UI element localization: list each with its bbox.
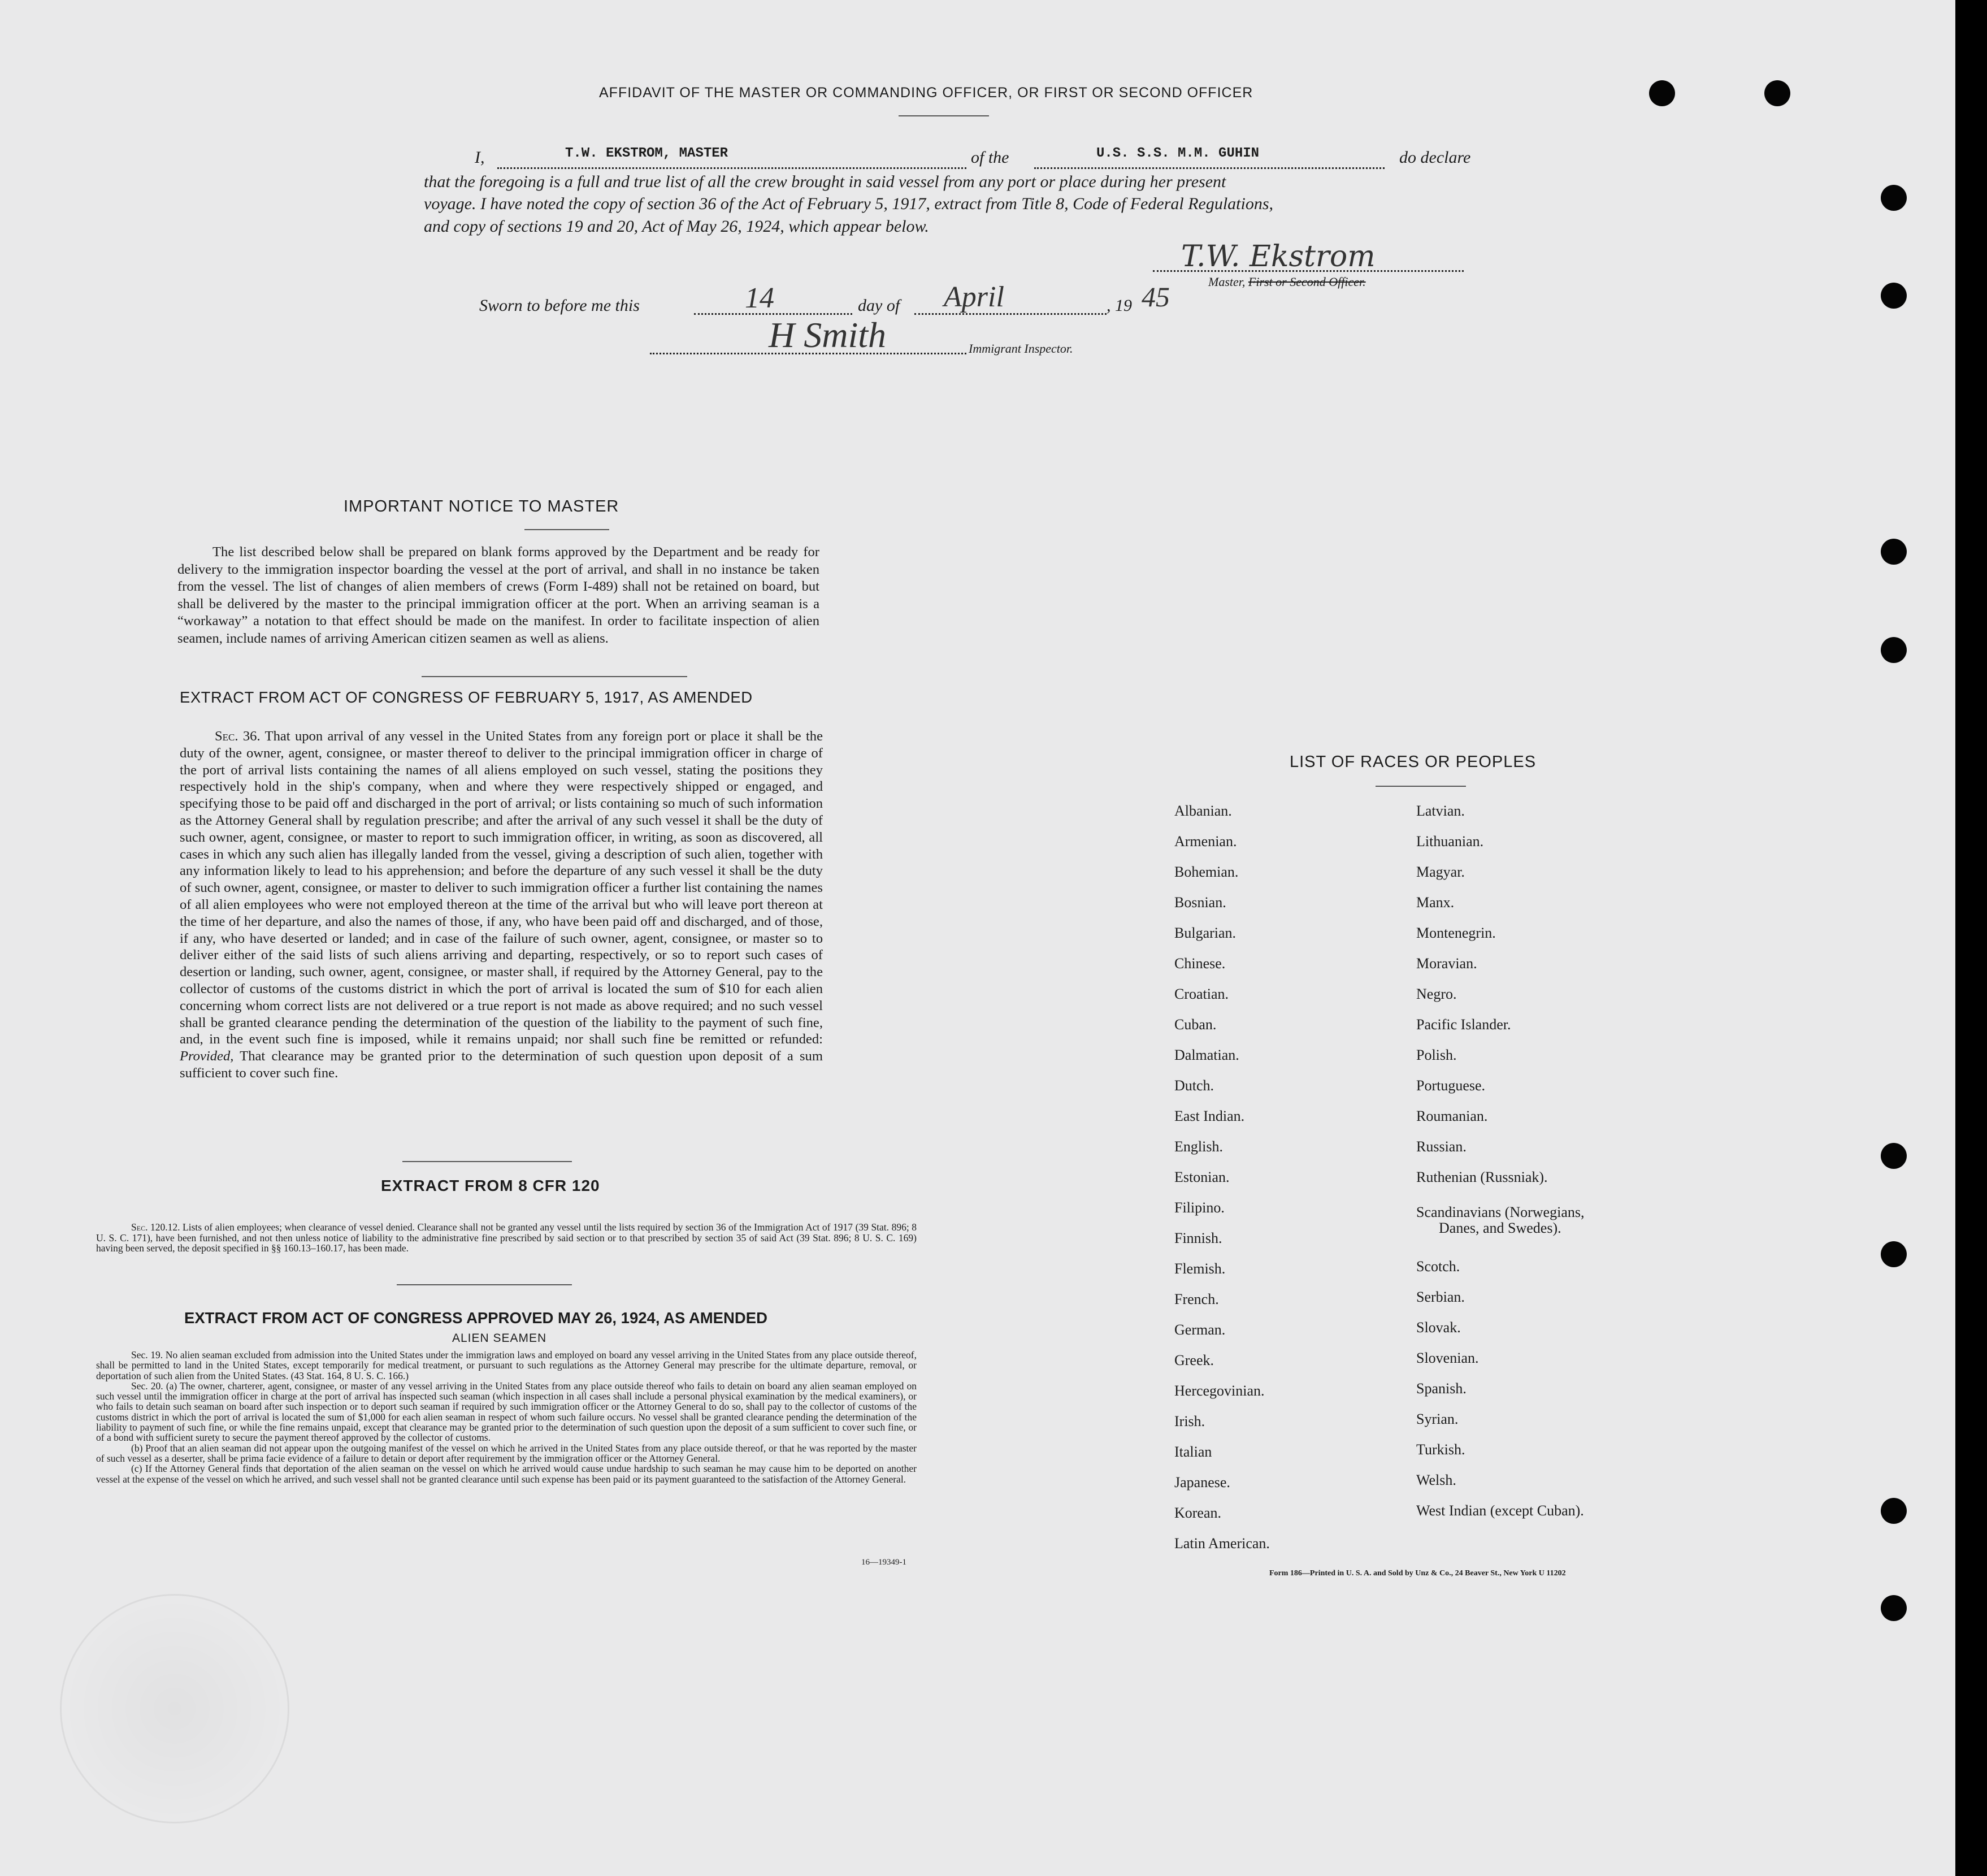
race-item: Polish. — [1416, 1047, 1457, 1063]
cfr-text: Lists of alien employees; when clearance of vessel denied. Clearance shall not be granted any vessel until the lists required by section 36 of the Immigration Act of 1917 (39 Stat. 896; 8 U. S. C. 171), have been furnished, and not then unless notice of liability to the administrative fine prescribed by said section or to that prescribed by section 35 of said Act (39 Stat. 896; 8 U. S. C. 169) having been served, the deposit specified in §§ 160.13–160.17, has been made. — [96, 1221, 917, 1254]
race-item: Estonian. — [1174, 1169, 1230, 1185]
race-item: Slovak. — [1416, 1319, 1461, 1336]
inspector-signature: H Smith — [769, 315, 886, 355]
race-item: Latvian. — [1416, 803, 1465, 819]
day-value: 14 — [745, 282, 774, 314]
race-item: Moravian. — [1416, 955, 1477, 972]
race-item: Irish. — [1174, 1413, 1205, 1429]
extract-1917-title: EXTRACT FROM ACT OF CONGRESS OF FEBRUARY 5, 1917, AS AMENDED — [180, 688, 753, 706]
extract-1924-title: EXTRACT FROM ACT OF CONGRESS APPROVED MAY 26, 1924, AS AMENDED — [184, 1309, 767, 1327]
extract-1917-body — [180, 728, 823, 1082]
section-20c-paragraph: (c) If the Attorney General finds that deportation of the alien seaman on the vessel on which he arrived would cause undue hardship to such seaman he may cause him to be deported on another vessel at the expense of the vessel on which he arrived, and such vessel shall not be granted clearance until such expense has been paid or its payment guaranteed to the satisfaction of the Attorney General. — [96, 1463, 917, 1485]
section-20b-paragraph: (b) Proof that an alien seaman did not appear upon the outgoing manifest of the vessel on which he arrived in the United States from any place outside thereof, or that he was reported by the master of such vessel as a deserter, shall be prima facie evidence of a failure to detain or deport after requirement by the immigration officer or the Attorney General. — [96, 1442, 917, 1464]
year-prefix: , 19 — [1107, 296, 1132, 315]
i-label: I, — [475, 148, 485, 167]
race-item: French. — [1174, 1291, 1219, 1307]
race-item: Finnish. — [1174, 1230, 1222, 1246]
race-item: Bulgarian. — [1174, 925, 1237, 941]
race-item: Slovenian. — [1416, 1350, 1479, 1366]
affidavit-title: AFFIDAVIT OF THE MASTER OR COMMANDING OFFICER, OR FIRST OR SECOND OFFICER — [599, 85, 1253, 101]
race-item: Roumanian. — [1416, 1108, 1488, 1124]
race-item: Dalmatian. — [1174, 1047, 1239, 1063]
affidavit-line-4: and copy of sections 19 and 20, Act of May 26, 1924, which appear below. — [424, 217, 929, 236]
affidavit-line-2: that the foregoing is a full and true list of all the crew brought in said vessel from any port or place during her present — [424, 172, 1226, 191]
month-field — [914, 313, 1107, 315]
race-item: Magyar. — [1416, 864, 1465, 880]
race-item: Montenegrin. — [1416, 925, 1496, 941]
section-36-label: Sec. 36. — [215, 729, 261, 744]
race-item: Manx. — [1416, 894, 1455, 911]
form-print-line: Form 186—Printed in U. S. A. and Sold by Unz & Co., 24 Beaver St., New York U 11202 — [1269, 1569, 1566, 1578]
vessel-value: U.S. S.S. M.M. GUHIN — [1096, 146, 1260, 161]
section-36-text: That upon arrival of any vessel in the United States from any foreign port or place it shall be the duty of the owner, agent, consignee, or master thereof to deliver to the principal immigration officer in charge of the port of arrival lists containing the names of all aliens employed on such vessel, stating the positions they respectively hold in the ship's company, when and where they were respectively shipped or engaged, and specifying those to be paid off and discharged in the port of arrival; or lists containing so much of such information as the Attorney General shall by regulation prescribe; and after the arrival of any such vessel it shall be the duty of such owner, agent, consignee, or master to report to such immigration officer, in writing, as soon as discovered, all cases in which any such alien has illegally landed from the vessel, giving a description of such alien, together with any information likely to lead to his apprehension; and before the departure of any such vessel it shall be the duty of such owner, agent, consignee, or master to deliver to such immigration officer a further list containing the names of all alien employees who were not employed thereon at the time of the arrival but who will leave port thereon at the time of her departure, and also the names of those, if any, who have been paid off and discharged, and of those, if any, who have deserted or landed; and in case of the failure of such owner, agent, consignee, or master so to deliver either of the said lists of such aliens arriving and departing, respectively, or so to report such cases of desertion or landing, such owner, agent, consignee, or master shall, if required by the Attorney General, pay to the collector of customs of the customs district in which the port of arrival is located the sum of $10 for each alien concerning whom correct lists are not delivered or a true report is not made as above required; and no such vessel shall be granted clearance pending the determination of the question of the liability to the payment of such fine, and, in the event such fine is imposed, while it remains unpaid; nor shall such fine be remitted or refunded: — [180, 729, 823, 1047]
cfr-title: EXTRACT FROM 8 CFR 120 — [381, 1177, 600, 1194]
race-item: English. — [1174, 1138, 1223, 1155]
alien-seamen-subtitle: ALIEN SEAMEN — [452, 1332, 547, 1345]
race-item: Portuguese. — [1416, 1077, 1486, 1094]
race-item: Welsh. — [1416, 1472, 1456, 1488]
race-item: Bosnian. — [1174, 894, 1226, 911]
divider — [397, 1284, 572, 1285]
do-declare-label: do declare — [1399, 148, 1471, 167]
race-item: Negro. — [1416, 986, 1457, 1002]
race-item: Ruthenian (Russniak). — [1416, 1169, 1548, 1185]
race-item: Turkish. — [1416, 1441, 1465, 1458]
divider — [899, 115, 989, 116]
embossed-seal — [60, 1594, 289, 1823]
master-signature: T.W. Ekstrom — [1181, 240, 1376, 274]
affidavit-line-1 — [475, 148, 1492, 167]
extract-1924-body — [96, 1350, 917, 1484]
race-item: Italian — [1174, 1444, 1212, 1460]
of-the-label: of the — [971, 148, 1009, 167]
section-20a-paragraph: Sec. 20. (a) The owner, charterer, agent, consignee, or master of any vessel arriving in the United States from any place outside thereof who fails to detain on board any alien seaman employed on such vessel until the immigration officer in charge at the port of arrival has inspected such seaman (which inspection in all cases shall include a personal physical examination by the medical examiners), or who fails to detain such seaman on board after such inspection or to deport such seaman if required by such immigration officer or the Attorney General to do so, shall pay to the collector of customs of the customs district in which the port of arrival is located the sum of $1,000 for each alien seaman in respect of whom such failure occurs. No vessel shall be granted clearance pending the determination of the liability to payment of such fine, or while the fine remains unpaid, except that clearance may be granted prior to the determination of such question upon the deposit of a sum sufficient to cover such fine, or of a bond with sufficient surety to secure the payment thereof approved by the collector of customs. — [96, 1380, 917, 1444]
race-item: Lithuanian. — [1416, 833, 1484, 850]
race-item: Spanish. — [1416, 1380, 1467, 1397]
race-item: Korean. — [1174, 1505, 1222, 1521]
race-item: Croatian. — [1174, 986, 1229, 1002]
race-item: Pacific Islander. — [1416, 1016, 1511, 1033]
officer-label — [1208, 275, 1366, 289]
race-item: Dutch. — [1174, 1077, 1214, 1094]
race-item: Danes, and Swedes). — [1439, 1220, 1561, 1236]
sworn-label: Sworn to before me this — [479, 296, 640, 315]
race-item: Filipino. — [1174, 1199, 1225, 1216]
divider — [402, 1161, 572, 1162]
extract-1924-code: 16—19349-1 — [861, 1558, 906, 1567]
punch-hole — [1881, 1143, 1907, 1169]
punch-hole — [1881, 283, 1907, 309]
section-19-paragraph: Sec. 19. No alien seaman excluded from admission into the United States under the immigration laws and employed on board any vessel arriving in the United States from any place outside thereof, shall be permitted to land in the United States, except temporarily for medical treatment, or pursuant to such regulations as the Attorney General may prescribe for the ultimate departure, removal, or deportation of such alien from the United States. (43 Stat. 164, 8 U. S. C. 166.) — [96, 1349, 917, 1381]
race-item: West Indian (except Cuban). — [1416, 1502, 1584, 1519]
race-item: Flemish. — [1174, 1260, 1226, 1277]
races-title: LIST OF RACES OR PEOPLES — [1290, 753, 1537, 771]
day-label: day of — [858, 296, 900, 315]
section-36-paragraph — [180, 728, 823, 1082]
cfr-section-label: Sec. 120.12. — [131, 1221, 180, 1233]
year-value: 45 — [1142, 281, 1170, 313]
notice-title: IMPORTANT NOTICE TO MASTER — [344, 497, 619, 515]
punch-hole — [1764, 80, 1790, 106]
race-item: Japanese. — [1174, 1474, 1230, 1491]
master-label: Master, — [1208, 275, 1246, 289]
divider — [1376, 786, 1466, 787]
inspector-label: Immigrant Inspector. — [969, 341, 1073, 356]
race-item: Syrian. — [1416, 1411, 1459, 1427]
race-item: Chinese. — [1174, 955, 1226, 972]
race-item: Albanian. — [1174, 803, 1232, 819]
races-left-column — [1174, 803, 1400, 1560]
divider — [422, 676, 687, 677]
race-item: Scandinavians (Norwegians, — [1416, 1204, 1585, 1220]
punch-hole — [1881, 1241, 1907, 1267]
month-value: April — [944, 281, 1004, 313]
divider — [524, 529, 609, 530]
affidavit-line-3: voyage. I have noted the copy of section 36 of the Act of February 5, 1917, extract from Title 8, Code of Federal Regulations, — [424, 194, 1274, 213]
race-item: Latin American. — [1174, 1535, 1270, 1552]
struck-officer-label: First or Second Officer. — [1248, 275, 1366, 289]
cfr-body — [96, 1222, 917, 1254]
punch-hole — [1649, 80, 1675, 106]
race-item: German. — [1174, 1322, 1226, 1338]
race-item: Scotch. — [1416, 1258, 1460, 1275]
race-item: Cuban. — [1174, 1016, 1217, 1033]
notice-paragraph: The list described below shall be prepared on blank forms approved by the Department and be ready for delivery to the immigration inspector boarding the vessel at the port of arrival, and shall in no instance be taken from the vessel. The list of changes of alien members of crews (Form I-489) shall not be retained on board, but shall be delivered by the master to the principal immigration officer at the port. When an arriving seaman is a “workaway” a notation to that effect should be made on the manifest. In order to facilitate inspection of alien seamen, include names of arriving American citizen seamen as well as aliens. — [177, 544, 819, 646]
master-name-value: T.W. EKSTROM, MASTER — [565, 146, 728, 161]
races-right-column — [1416, 803, 1710, 1537]
race-item: Bohemian. — [1174, 864, 1239, 880]
race-item: Hercegovinian. — [1174, 1383, 1265, 1399]
race-item: East Indian. — [1174, 1108, 1245, 1124]
cfr-paragraph — [96, 1222, 917, 1254]
provided-label: Provided, — [180, 1049, 234, 1064]
punch-hole — [1881, 637, 1907, 663]
punch-hole — [1881, 1498, 1907, 1524]
race-item: Greek. — [1174, 1352, 1214, 1368]
punch-hole — [1881, 185, 1907, 211]
race-item: Serbian. — [1416, 1289, 1465, 1305]
section-36-tail: That clearance may be granted prior to the determination of such question upon deposit of a sum sufficient to cover such fine. — [180, 1049, 823, 1081]
punch-hole — [1881, 539, 1907, 565]
race-item: Russian. — [1416, 1138, 1467, 1155]
race-item: Armenian. — [1174, 833, 1237, 850]
punch-hole — [1881, 1595, 1907, 1621]
notice-body — [177, 544, 819, 647]
